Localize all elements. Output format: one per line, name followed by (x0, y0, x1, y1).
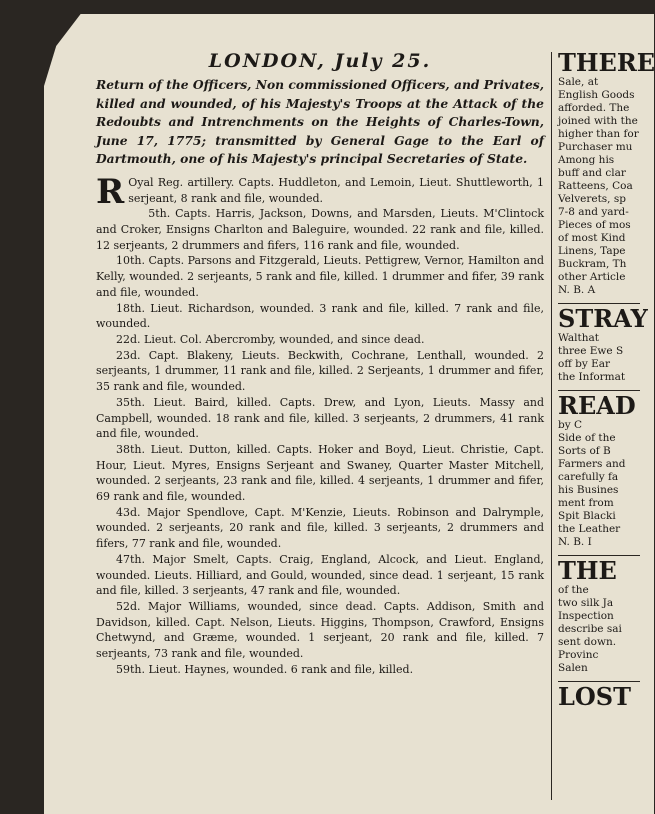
list-item: 47th. Major Smelt, Capts. Craig, England, Alcock, and Lieut. England, wounded. Lieuts. Hilliard, and Gould, wounded, since dead. 1 serjeant, 15 rank and file, killed. 3 serjeants, 47 rank and file, wounded. (96, 552, 544, 598)
ad-line: English Goods (558, 89, 635, 101)
ad-line: 7-8 and yard- (558, 206, 629, 218)
ad-heading: STRAY (558, 304, 648, 333)
ad-line: Provinc (558, 649, 599, 661)
advertisement (558, 681, 640, 710)
ad-line: Purchaser mu (558, 141, 633, 153)
ad-line: the Leather (558, 523, 621, 535)
article-intro: Return of the Officers, Non commissioned Officers, and Privates, killed and wounded, of his Majesty's Troops at the Attack of the Redoubts and Intrenchments on the Heights of Charles-Town, June 17, 1775; transmitted by General Gage to the Earl of Dartmouth, one of his Majesty's principal Secretaries of State. (96, 77, 544, 167)
ad-line: ment from (558, 497, 614, 509)
main-article-column (96, 50, 544, 677)
ad-line: Sorts of B (558, 445, 611, 457)
list-item: 22d. Lieut. Col. Abercromby, wounded, and since dead. (116, 333, 425, 346)
list-item: 35th. Lieut. Baird, killed. Capts. Drew, and Lyon, Lieuts. Massy and Campbell, wounded. 18 rank and file, killed. 3 serjeants, 2 drummers, 41 rank and file, wounded. (96, 395, 544, 441)
ad-line: Ratteens, Coa (558, 180, 633, 192)
ad-line: Walthat (558, 332, 599, 344)
list-item: 59th. Lieut. Haynes, wounded. 6 rank and file, killed. (116, 662, 414, 676)
ad-line: his Busines (558, 484, 619, 496)
ad-line: describe sai (558, 623, 622, 635)
ad-line: Sale, at (558, 76, 599, 88)
advertisement (558, 390, 640, 549)
ad-line: Spit Blacki (558, 510, 616, 522)
ad-line: afforded. The (558, 102, 630, 114)
ad-heading: THE (558, 555, 640, 584)
ad-line: by C (558, 419, 583, 431)
ad-line: Buckram, Th (558, 258, 627, 270)
ad-heading: LOST (558, 681, 640, 710)
dateline: LONDON, July 25. (208, 50, 432, 72)
ad-line: N. B. I (558, 536, 592, 548)
list-item (96, 171, 544, 212)
casualty-list (96, 171, 544, 678)
ad-line: Inspection (558, 610, 614, 622)
ad-line: two silk Ja (558, 597, 614, 609)
advertisement (558, 555, 640, 675)
ad-heading: READ (558, 390, 640, 419)
ad-line: higher than for (558, 128, 639, 140)
drop-cap: R (96, 171, 125, 212)
list-item: 5th. Capts. Harris, Jackson, Downs, and Marsden, Lieuts. M'Clintock and Croker, Ensigns Charlton and Baleguire, wounded. 22 rank and file, killed. 12 serjeants, 2 drummers and fifers, 116 rank and file, wounded. (96, 207, 544, 252)
ad-line: carefully fa (558, 471, 619, 483)
ad-line: joined with the (558, 115, 638, 127)
ad-line: Pieces of mos (558, 219, 631, 231)
list-item: 23d. Capt. Blakeny, Lieuts. Beckwith, Cochrane, Lenthall, wounded. 2 serjeants, 1 drummer, 11 rank and file, killed. 2 Serjeants, 1 drummer and fifer, 35 rank and file, wounded. (96, 348, 544, 394)
list-item: 18th. Lieut. Richardson, wounded. 3 rank and file, killed. 7 rank and file, wounded. (96, 301, 544, 331)
ad-line: other Article (558, 271, 626, 283)
ad-line: buff and clar (558, 167, 626, 179)
first-entry-text: Oyal Reg. artillery. Capts. Huddleton, and Lemoin, Lieut. Shuttleworth, 1 serjeant, 8 rank and file, wounded. (128, 175, 544, 205)
ad-line: off by Ear (558, 358, 611, 370)
list-item: 10th. Capts. Parsons and Fitzgerald, Lieuts. Pettigrew, Vernor, Hamilton and Kelly, wounded. 2 serjeants, 5 rank and file, killed. 1 drummer and fifer, 39 rank and file, wounded. (96, 254, 544, 299)
ad-line: Salen (558, 662, 588, 674)
column-divider (551, 52, 552, 800)
ad-line: sent down. (558, 636, 617, 648)
ad-line: Among his (558, 154, 615, 166)
ad-heading: THERE (558, 48, 655, 77)
ad-line: Velverets, sp (558, 193, 626, 205)
advertisement (558, 303, 648, 384)
list-item: 43d. Major Spendlove, Capt. M'Kenzie, Lieuts. Robinson and Dalrymple, wounded. 2 serjeants, 20 rank and file, killed. 3 serjeants, 2 drummers and fifers, 77 rank and file, wounded. (96, 505, 544, 551)
ad-line: the Informat (558, 371, 626, 383)
ad-line: Side of the (558, 432, 616, 444)
list-item: 52d. Major Williams, wounded, since dead. Capts. Addison, Smith and Davidson, killed. Capt. Nelson, Lieuts. Higgins, Thompson, Crawford, Ensigns Chetwynd, and Græme, wounded. 1 serjeant, 20 rank and file, killed. 7 serjeants, 73 rank and file, wounded. (96, 599, 544, 661)
advertisement-column (558, 48, 655, 716)
ad-line: Farmers and (558, 458, 626, 470)
ad-line: three Ewe S (558, 345, 624, 357)
advertisement (558, 48, 655, 297)
ad-line: Linens, Tape (558, 245, 626, 257)
list-item: 38th. Lieut. Dutton, killed. Capts. Hoker and Boyd, Lieut. Christie, Capt. Hour, Lieut. Myres, Ensigns Serjeant and Swaney, Quarter Master Mitchell, wounded. 2 serjeants, 23 rank and file, killed. 4 serjeants, 1 drummer and fifer, 69 rank and file, wounded. (96, 442, 544, 504)
ad-line: of most Kind (558, 232, 626, 244)
ad-line: of the (558, 584, 589, 596)
ad-line: N. B. A (558, 284, 596, 296)
